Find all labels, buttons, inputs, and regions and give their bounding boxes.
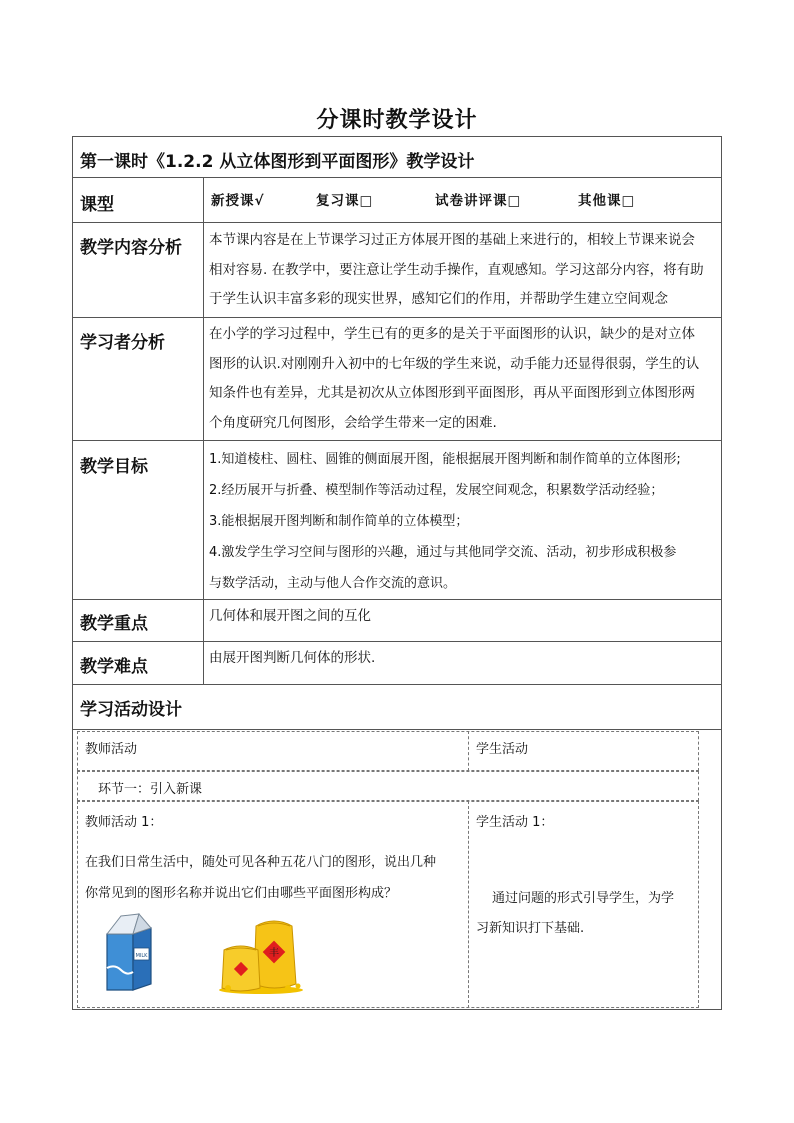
text-line: 在小学的学习过程中，学生已有的更多的是关于平面图形的认识，缺少的是对立体 <box>209 326 695 342</box>
text-line: 通过问题的形式引导学生，为学 <box>492 891 675 906</box>
activity-header-row <box>77 731 699 771</box>
page-title: 分课时教学设计 <box>316 108 478 133</box>
content-analysis-text <box>209 226 715 315</box>
text-line: 个角度研究几何图形，会给学生带来一定的困难. <box>209 414 497 431</box>
lesson-type-review: 复习课□ <box>316 193 374 209</box>
lesson-type-exam: 试卷讲评课□ <box>435 193 522 209</box>
text-line: 相对容易. 在教学中，要注意让学生动手操作，直观感知。学习这部分内容，将有助 <box>209 261 704 278</box>
lesson-type-other: 其他课□ <box>578 193 636 209</box>
row-divider <box>72 599 722 600</box>
sack-character: 丰 <box>269 948 279 959</box>
text-line: 习新知识打下基础. <box>476 921 585 936</box>
row-divider <box>72 317 722 318</box>
column-divider <box>468 801 469 1008</box>
text-line: 3.能根据展开图判断和制作简单的立体模型； <box>209 514 469 529</box>
lesson-title: 第一课时《1.2.2 从立体图形到平面图形》教学设计 <box>80 152 475 172</box>
text-line: 4.激发学生学习空间与图形的兴趣，通过与其他同学交流、活动，初步形成积极参 <box>209 545 677 560</box>
section-one-title: 环节一：引入新课 <box>98 782 203 797</box>
lesson-type-label: 课型 <box>80 195 114 215</box>
learner-analysis-text <box>209 320 715 438</box>
text-line: 本节课内容是在上节课学习过正方体展开图的基础上来进行的，相较上节课来说会 <box>209 232 695 248</box>
key-points-label: 教学重点 <box>80 614 148 634</box>
row-divider <box>72 177 722 178</box>
activity-design-label: 学习活动设计 <box>80 700 182 720</box>
student-activity-1-text <box>476 884 696 944</box>
learner-analysis-label: 学习者分析 <box>80 333 165 353</box>
column-divider <box>468 731 469 771</box>
text-line: 知条件也有差异，尤其是初次从立体图形到平面图形，再从平面图形到立体图形两 <box>209 385 695 401</box>
milk-carton-image <box>103 912 155 994</box>
text-line: 与数学活动，主动与他人合作交流的意识。 <box>209 576 457 591</box>
grain-sacks-image <box>218 908 304 994</box>
row-divider <box>72 684 722 685</box>
milk-label: MILK <box>135 953 148 959</box>
text-line: 在我们日常生活中，随处可见各种五花八门的图形，说出几种 <box>85 855 437 870</box>
content-analysis-label: 教学内容分析 <box>80 238 182 258</box>
column-divider <box>203 177 204 684</box>
row-divider <box>72 729 722 730</box>
text-line: 图形的认识.对刚刚升入初中的七年级的学生来说，动手能力还显得很弱，学生的认 <box>209 355 700 372</box>
teacher-activity-1-text <box>85 847 465 909</box>
lesson-type-new: 新授课√ <box>211 193 265 209</box>
text-line: 2.经历展开与折叠、模型制作等活动过程，发展空间观念，积累数学活动经验； <box>209 483 664 498</box>
text-line: 于学生认识丰富多彩的现实世界，感知它们的作用，并帮助学生建立空间观念 <box>209 291 668 307</box>
row-divider <box>72 641 722 642</box>
row-divider <box>72 222 722 223</box>
teacher-activity-1-label: 教师活动 1： <box>85 815 163 830</box>
row-divider <box>72 440 722 441</box>
difficulties-text: 由展开图判断几何体的形状. <box>209 650 376 666</box>
text-line: 1.知道棱柱、圆柱、圆锥的侧面展开图，能根据展开图判断和制作简单的立体图形; <box>209 452 681 467</box>
objectives-label: 教学目标 <box>80 457 148 477</box>
student-activity-1-label: 学生活动 1： <box>476 815 554 830</box>
key-points-text: 几何体和展开图之间的互化 <box>209 608 371 624</box>
text-line: 你常见到的图形名称并说出它们由哪些平面图形构成？ <box>85 886 398 901</box>
teacher-activity-header: 教师活动 <box>85 742 138 757</box>
student-activity-header: 学生活动 <box>476 742 529 757</box>
difficulties-label: 教学难点 <box>80 657 148 677</box>
objectives-text <box>209 444 715 599</box>
